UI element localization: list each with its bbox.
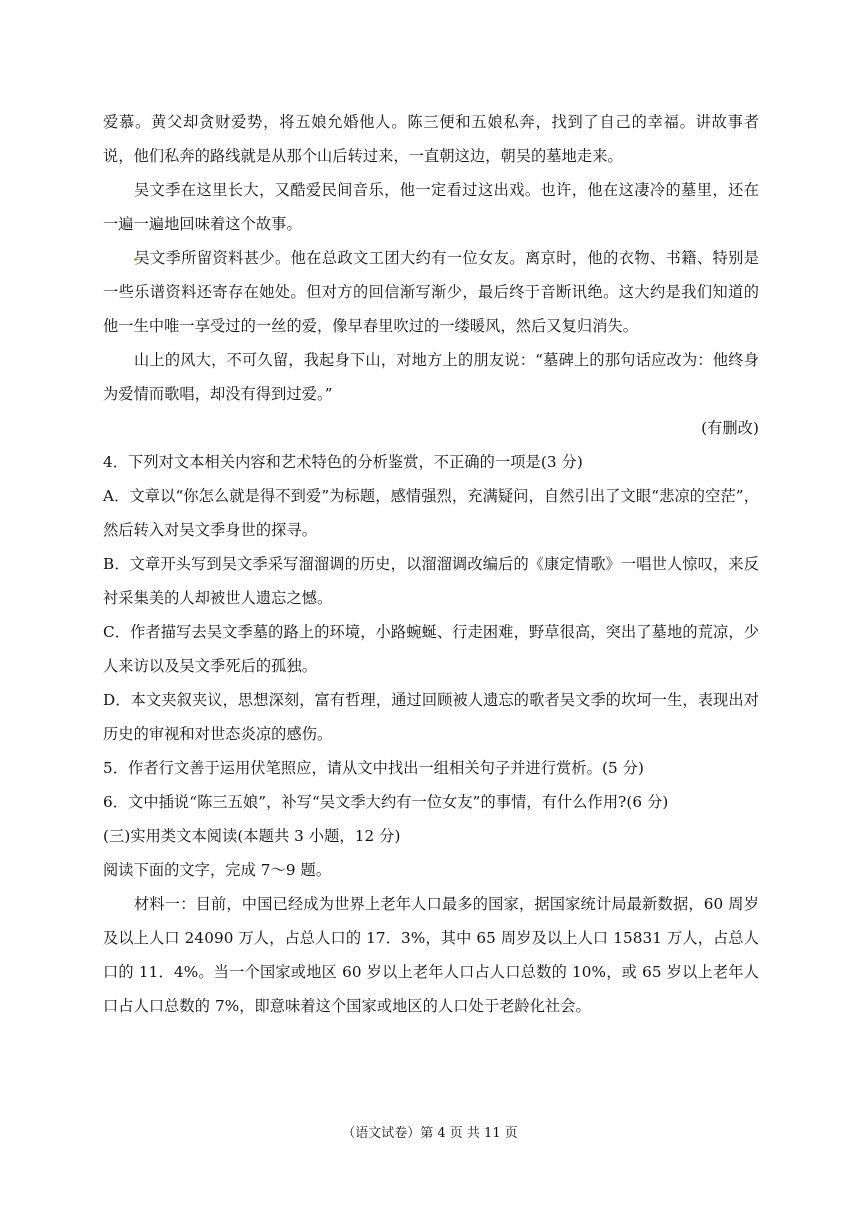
question-5: 5．作者行文善于运用伏笔照应，请从文中找出一组相关句子并进行赏析。(5 分) <box>103 759 644 777</box>
question-6: 6．文中插说“陈三五娘”，补写“吴文季大约有一位女友”的事情，有什么作用?(6 分) <box>103 793 669 811</box>
option-d: D．本文夹叙夹议，思想深刻，富有哲理，通过回顾被人遗忘的歌者吴文季的坎坷一生，表现出对历史的审视和对世态炎凉的感伤。 <box>103 691 759 743</box>
story-paragraph-wu-wenji-hometown: 吴文季在这里长大，又酷爱民间音乐，他一定看过这出戏。也许，他在这凄冷的墓里，还在一遍一遍地回味着这个故事。 <box>103 181 759 233</box>
section-heading: (三)实用类文本阅读(本题共 3 小题，12 分) <box>103 827 401 845</box>
option-c: C．作者描写去吴文季墓的路上的环境，小路蜿蜒、行走困难，野草很高，突出了墓地的荒凉，少人来访以及吴文季死后的孤独。 <box>103 623 759 675</box>
story-paragraph-girlfriend-text: 吴文季所留资料甚少。他在总政文工团大约有一位女友。离京时，他的衣物、书籍、特别是一些乐谱资料还寄存在她处。但对方的回信渐写渐少，最后终于音断讯绝。这大约是我们知道的他一生中唯一享受过的一丝的爱，像早春里吹过的一缕暖风，然后又复归消失。 <box>103 249 759 335</box>
story-paragraph-ending: 山上的风大，不可久留，我起身下山，对地方上的朋友说：“墓碑上的那句话应改为：他终身为爱情而歌唱，却没有得到过爱。” <box>103 351 759 403</box>
source-note: (有删改) <box>701 419 759 437</box>
story-paragraph-girlfriend <box>103 241 759 343</box>
page-footer: （语文试卷）第 4 页 共 11 页 <box>342 1126 518 1141</box>
material-one: 材料一：目前，中国已经成为世界上老年人口最多的国家，据国家统计局最新数据，60 周岁及以上人口 24090 万人，占总人口的 17．3%，其中 65 周岁及以上人口 15831 万人，占总人口的 11．4%。当一个国家或地区 60 岁以上老年人口占人口总数的 10%，或 65 岁以上老年人口占人口总数的 7%，即意味着这个国家或地区的人口处于老龄化社会。 <box>103 895 759 1015</box>
question-4: 4．下列对文本相关内容和艺术特色的分析鉴赏，不正确的一项是(3 分) <box>103 453 583 471</box>
page-body <box>103 105 759 1023</box>
option-a: A．文章以“你怎么就是得不到爱”为标题，感情强烈，充满疑问，自然引出了文眼“悲凉的空茫”，然后转入对吴文季身世的探寻。 <box>103 487 759 539</box>
reading-instruction: 阅读下面的文字，完成 7～9 题。 <box>103 861 332 879</box>
option-b: B．文章开头写到吴文季采写溜溜调的历史，以溜溜调改编后的《康定情歌》一唱世人惊叹，来反衬采集美的人却被世人遗忘之憾。 <box>103 555 759 607</box>
story-paragraph-continued: 爱慕。黄父却贪财爱势，将五娘允婚他人。陈三便和五娘私奔，找到了自己的幸福。讲故事者说，他们私奔的路线就是从那个山后转过来，一直朝这边，朝吴的墓地走来。 <box>103 113 759 165</box>
